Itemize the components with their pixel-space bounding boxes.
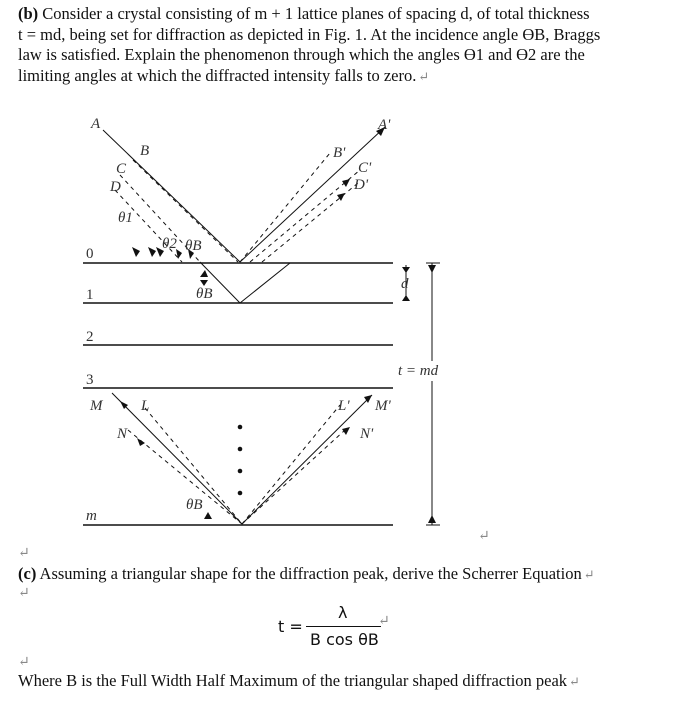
arrowhead	[148, 247, 156, 257]
arrowhead	[200, 270, 208, 277]
part-c-text: Assuming a triangular shape for the diffraction peak, derive the Scherrer Equation	[39, 564, 582, 583]
ellipsis-dot	[238, 469, 243, 474]
label-t-md: t = md	[398, 363, 439, 379]
label-theta1: θ1	[118, 210, 133, 226]
equation-numerator: λ	[338, 603, 348, 622]
reflected-ray-N	[242, 430, 345, 524]
part-c-paragraph	[18, 564, 658, 586]
equation-lhs: t =	[278, 617, 303, 636]
label-N: N	[117, 426, 128, 442]
ellipsis-dot	[238, 425, 243, 430]
reflected-ray-B	[240, 153, 330, 262]
label-B-prime: B'	[333, 145, 346, 161]
label-A: A	[91, 116, 101, 132]
label-D: D	[110, 179, 121, 195]
arrowhead	[428, 265, 436, 273]
reflected-ray-plane1	[240, 263, 290, 303]
label-d: d	[401, 276, 409, 292]
diffraction-figure	[0, 105, 673, 535]
ellipsis-dot	[238, 447, 243, 452]
part-b-line1: Consider a crystal consisting of m + 1 lattice planes of spacing d, of total thickness	[42, 4, 590, 23]
arrowhead	[204, 512, 212, 519]
arrowhead	[402, 267, 410, 273]
label-M-prime: M'	[375, 398, 391, 414]
plane-label-0: 0	[86, 246, 94, 262]
label-N-prime: N'	[360, 426, 374, 442]
arrowhead	[176, 249, 182, 259]
part-c-note-text: Where B is the Full Width Half Maximum of the triangular shaped diffraction peak	[18, 671, 568, 690]
label-thetaB-mid: θB	[196, 286, 213, 302]
arrowhead	[342, 179, 350, 187]
part-c-heading: (c)	[18, 564, 37, 583]
reflected-ray-L	[242, 405, 340, 524]
equation-denominator: B cos θB	[310, 630, 379, 649]
plane-label-m: m	[86, 508, 97, 524]
label-L-prime: L'	[338, 398, 350, 414]
reflected-ray-A	[240, 127, 385, 262]
label-C-prime: C'	[358, 160, 372, 176]
label-M: M	[90, 398, 103, 414]
label-thetaB-bottom: θB	[186, 497, 203, 513]
part-b-line3: law is satisfied. Explain the phenomenon through which the angles ϴ1 and ϴ2 are the	[18, 45, 585, 64]
label-L: L	[141, 398, 150, 414]
return-mark: ↵	[583, 567, 595, 582]
reflected-ray-C	[250, 170, 360, 262]
label-D-prime: D'	[354, 177, 369, 193]
arrowhead	[137, 438, 145, 446]
arrowhead	[428, 515, 436, 523]
plane-label-2: 2	[86, 329, 94, 345]
return-mark: ↵	[18, 586, 30, 601]
return-mark: ↵	[418, 68, 430, 84]
return-mark: ↵	[18, 655, 30, 670]
part-b-paragraph	[18, 4, 658, 87]
part-b-line2: t = md, being set for diffraction as depicted in Fig. 1. At the incidence angle ϴB, Braggs	[18, 24, 601, 44]
label-C: C	[116, 161, 127, 177]
label-thetaB-top: θB	[185, 238, 202, 254]
part-b-heading: (b)	[18, 4, 39, 23]
return-mark: ↵	[378, 614, 390, 629]
ellipsis-dot	[238, 491, 243, 496]
return-mark: ↵	[18, 546, 30, 561]
incident-ray-N	[128, 430, 242, 524]
incident-ray-M	[112, 393, 242, 524]
arrowhead	[402, 295, 410, 301]
reflected-ray-M	[242, 395, 372, 524]
plane-label-3: 3	[86, 372, 94, 388]
arrowhead	[132, 247, 140, 257]
part-c-note	[18, 671, 658, 693]
return-mark: ↵	[478, 529, 490, 544]
label-B: B	[140, 143, 150, 159]
plane-label-1: 1	[86, 287, 94, 303]
part-b-line4: limiting angles at which the diffracted intensity falls to zero.	[18, 65, 417, 85]
return-mark: ↵	[569, 674, 580, 689]
label-A-prime: A'	[378, 117, 391, 133]
label-theta2: θ2	[162, 236, 177, 252]
fraction-bar	[306, 626, 381, 627]
